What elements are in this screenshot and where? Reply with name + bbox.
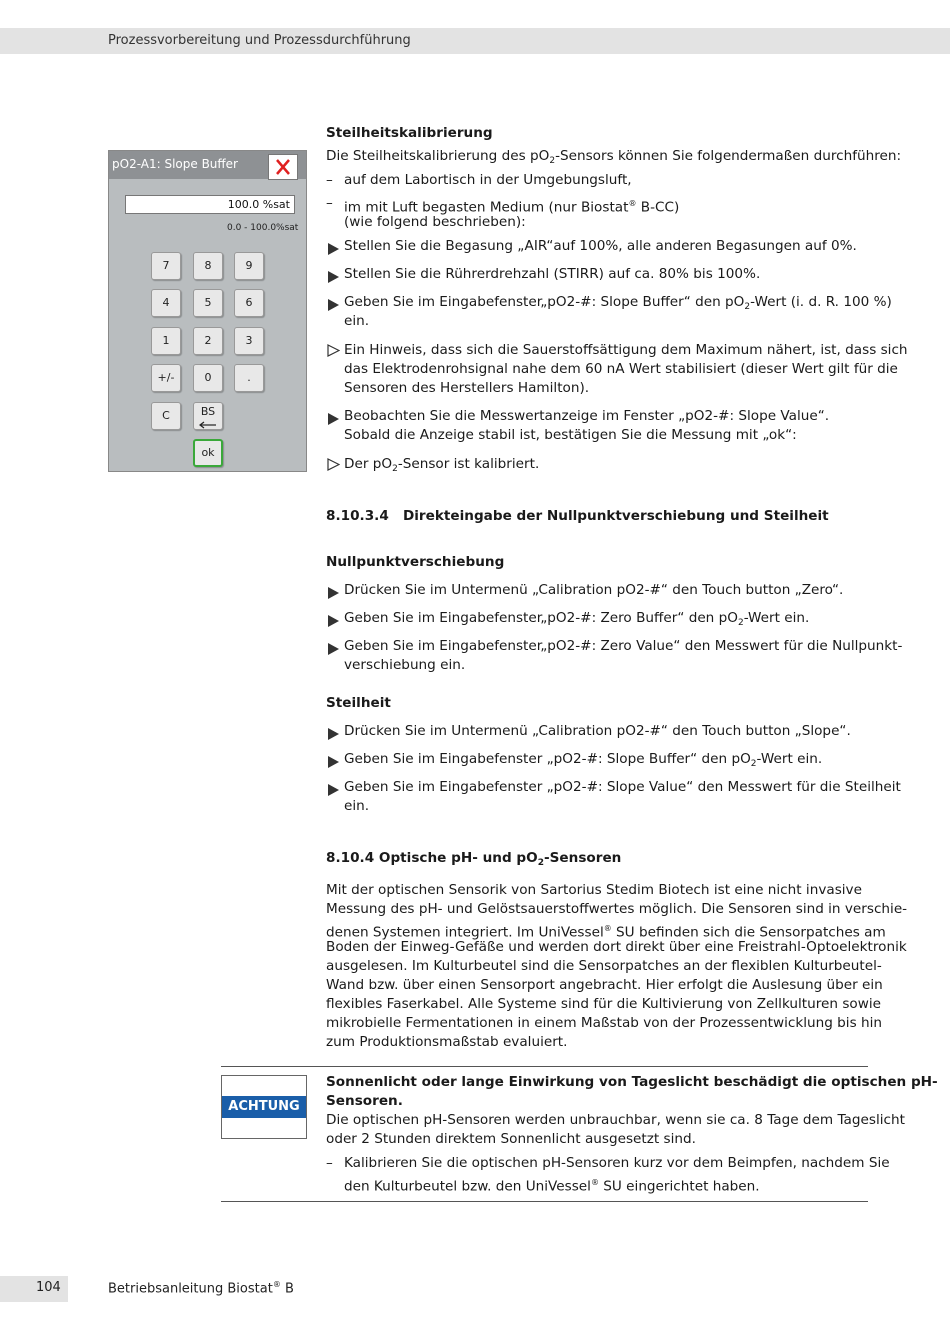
- action-arrow-icon: [328, 640, 339, 659]
- section-heading: 8.10.3.4 Direkteingabe der Nullpunktverschiebung und Steilheit: [326, 508, 829, 524]
- action-arrow-icon: [328, 296, 339, 315]
- key-6[interactable]: 6: [234, 289, 264, 317]
- dash-bullet: –: [326, 1155, 333, 1171]
- list-item: auf dem Labortisch in der Umgebungsluft,: [344, 172, 632, 188]
- action-step: Stellen Sie die Rührerdrehzahl (STIRR) auf ca. 80% bis 100%.: [344, 266, 761, 282]
- action-arrow-icon: [328, 725, 339, 744]
- notice-title: Sonnenlicht oder lange Einwirkung von Tageslicht beschädigt die optischen pH-: [326, 1074, 938, 1090]
- action-step: Geben Sie im Eingabefenster„pO2-#: Zero Buffer“ den $pO_2$-Wert ein.: [344, 610, 810, 628]
- result-arrow-icon: [327, 344, 340, 357]
- paragraph-line: denen Systemen integriert. Im UniVessel® SU befinden sich die Sensorpatches am: [326, 924, 886, 941]
- key-2[interactable]: 2: [193, 327, 223, 355]
- key-1[interactable]: 1: [151, 327, 181, 355]
- subsection-heading: Nullpunktverschiebung: [326, 554, 505, 570]
- list-item-continuation: (wie folgend beschrieben):: [344, 214, 526, 230]
- warning-label: [221, 1075, 307, 1139]
- dialog-title: pO2-A1: Slope Buffer: [112, 157, 238, 171]
- action-step: Geben Sie im Eingabefenster „pO2-#: Slope Value“ den Messwert für die Steilheit: [344, 779, 901, 795]
- action-arrow-icon: [328, 753, 339, 772]
- backspace-arrow-icon: [198, 421, 218, 429]
- key-5[interactable]: 5: [193, 289, 223, 317]
- notice-instruction: den Kulturbeutel bzw. den UniVessel® SU eingerichtet haben.: [344, 1178, 760, 1195]
- notice-text: oder 2 Stunden direktem Sonnenlicht ausgesetzt sind.: [326, 1131, 696, 1147]
- close-icon: [269, 155, 297, 179]
- result-text: Ein Hinweis, dass sich die Sauerstoffsättigung dem Maximum nähert, ist, dass sich: [344, 342, 908, 358]
- notice-top-rule: [221, 1066, 868, 1067]
- value-range: 0.0 - 100.0%sat: [227, 223, 299, 233]
- action-arrow-icon: [328, 781, 339, 800]
- value-display[interactable]: [125, 195, 295, 214]
- key-plus-minus[interactable]: +/-: [151, 364, 181, 392]
- section-heading: Steilheitskalibrierung: [326, 125, 493, 141]
- ok-button[interactable]: ok: [193, 439, 223, 467]
- action-step-continuation: Sobald die Anzeige stabil ist, bestätigen Sie die Messung mit „ok“:: [344, 427, 797, 443]
- footer-title: Betriebsanleitung Biostat® B: [108, 1280, 294, 1297]
- paragraph-line: ausgelesen. Im Kulturbeutel sind die Sensorpatches an der flexiblen Kulturbeutel-: [326, 958, 882, 974]
- result-text: das Elektrodenrohsignal nahe dem 60 nA Wert stabilisiert (dieser Wert gilt für die: [344, 361, 898, 377]
- key-8[interactable]: 8: [193, 252, 223, 280]
- key-3[interactable]: 3: [234, 327, 264, 355]
- page-number: 104: [36, 1280, 61, 1295]
- result-text: Sensoren des Herstellers Hamilton).: [344, 380, 590, 396]
- paragraph-line: Boden der Einweg-Gefäße und werden dort direkt über eine Freistrahl-Optoelektronik: [326, 939, 907, 955]
- warning-label-text: ACHTUNG: [222, 1096, 306, 1118]
- action-step-continuation: verschiebung ein.: [344, 657, 466, 673]
- section-heading: 8.10.4 Optische pH- und $pO_2$-Sensoren: [326, 850, 622, 868]
- paragraph-line: Messung des pH- und Gelöstsauerstoffwertes möglich. Die Sensoren sind in verschie-: [326, 901, 908, 917]
- close-button[interactable]: [268, 154, 298, 180]
- key-backspace-label: BS: [200, 405, 216, 418]
- dash-bullet: –: [326, 195, 333, 211]
- key-7[interactable]: 7: [151, 252, 181, 280]
- value-display-text: 100.0 %sat: [227, 198, 290, 211]
- notice-text: Die optischen pH-Sensoren werden unbrauchbar, wenn sie ca. 8 Tage dem Tageslicht: [326, 1112, 905, 1128]
- key-9[interactable]: 9: [234, 252, 264, 280]
- action-step: Drücken Sie im Untermenü „Calibration pO2-#“ den Touch button „Slope“.: [344, 723, 851, 739]
- subsection-heading: Steilheit: [326, 695, 391, 711]
- paragraph-line: zum Produktionsmaßstab evaluiert.: [326, 1034, 568, 1050]
- page-number-box: [0, 1276, 68, 1302]
- notice-bottom-rule: [221, 1201, 868, 1202]
- action-arrow-icon: [328, 268, 339, 287]
- key-clear[interactable]: C: [151, 402, 181, 430]
- key-decimal[interactable]: .: [234, 364, 264, 392]
- action-step: Drücken Sie im Untermenü „Calibration pO2-#“ den Touch button „Zero“.: [344, 582, 844, 598]
- device-screenshot: [108, 150, 307, 472]
- notice-instruction: Kalibrieren Sie die optischen pH-Sensoren kurz vor dem Beimpfen, nachdem Sie: [344, 1155, 890, 1171]
- paragraph-line: Mit der optischen Sensorik von Sartorius Stedim Biotech ist eine nicht invasive: [326, 882, 862, 898]
- action-step: Geben Sie im Eingabefenster„pO2-#: Zero Value“ den Messwert für die Nullpunkt-: [344, 638, 903, 654]
- result-arrow-icon: [327, 458, 340, 471]
- action-step: Stellen Sie die Begasung „AIR“auf 100%, alle anderen Begasungen auf 0%.: [344, 238, 857, 254]
- action-step-continuation: ein.: [344, 313, 370, 329]
- action-arrow-icon: [328, 410, 339, 429]
- action-arrow-icon: [328, 240, 339, 259]
- running-header-title: Prozessvorbereitung und Prozessdurchführung: [108, 33, 411, 48]
- key-0[interactable]: 0: [193, 364, 223, 392]
- paragraph-line: mikrobielle Fermentationen in einem Maßstab von der Prozessentwicklung bis hin: [326, 1015, 882, 1031]
- paragraph-line: Wand bzw. über einen Sensorport angebracht. Hier erfolgt die Auslesung über ein: [326, 977, 883, 993]
- action-step: Geben Sie im Eingabefenster „pO2-#: Slope Buffer“ den $pO_2$-Wert ein.: [344, 751, 823, 769]
- key-backspace[interactable]: [193, 402, 223, 430]
- result-text: Der $pO_2$-Sensor ist kalibriert.: [344, 456, 540, 474]
- dash-bullet: –: [326, 172, 333, 188]
- key-4[interactable]: 4: [151, 289, 181, 317]
- running-header: [0, 28, 950, 54]
- paragraph-line: flexibles Faserkabel. Alle Systeme sind für die Kultivierung von Zellkulturen sowie: [326, 996, 881, 1012]
- action-step: Beobachten Sie die Messwertanzeige im Fenster „pO2-#: Slope Value“.: [344, 408, 830, 424]
- list-item: im mit Luft begasten Medium (nur Biostat® B-CC): [344, 199, 680, 216]
- action-arrow-icon: [328, 584, 339, 603]
- action-arrow-icon: [328, 612, 339, 631]
- notice-title: Sensoren.: [326, 1093, 403, 1109]
- paragraph: Die Steilheitskalibrierung des $pO_2$-Sensors können Sie folgendermaßen durchführen:: [326, 148, 902, 166]
- action-step: Geben Sie im Eingabefenster„pO2-#: Slope Buffer“ den $pO_2$-Wert (i. d. R. 100 %): [344, 294, 892, 312]
- action-step-continuation: ein.: [344, 798, 370, 814]
